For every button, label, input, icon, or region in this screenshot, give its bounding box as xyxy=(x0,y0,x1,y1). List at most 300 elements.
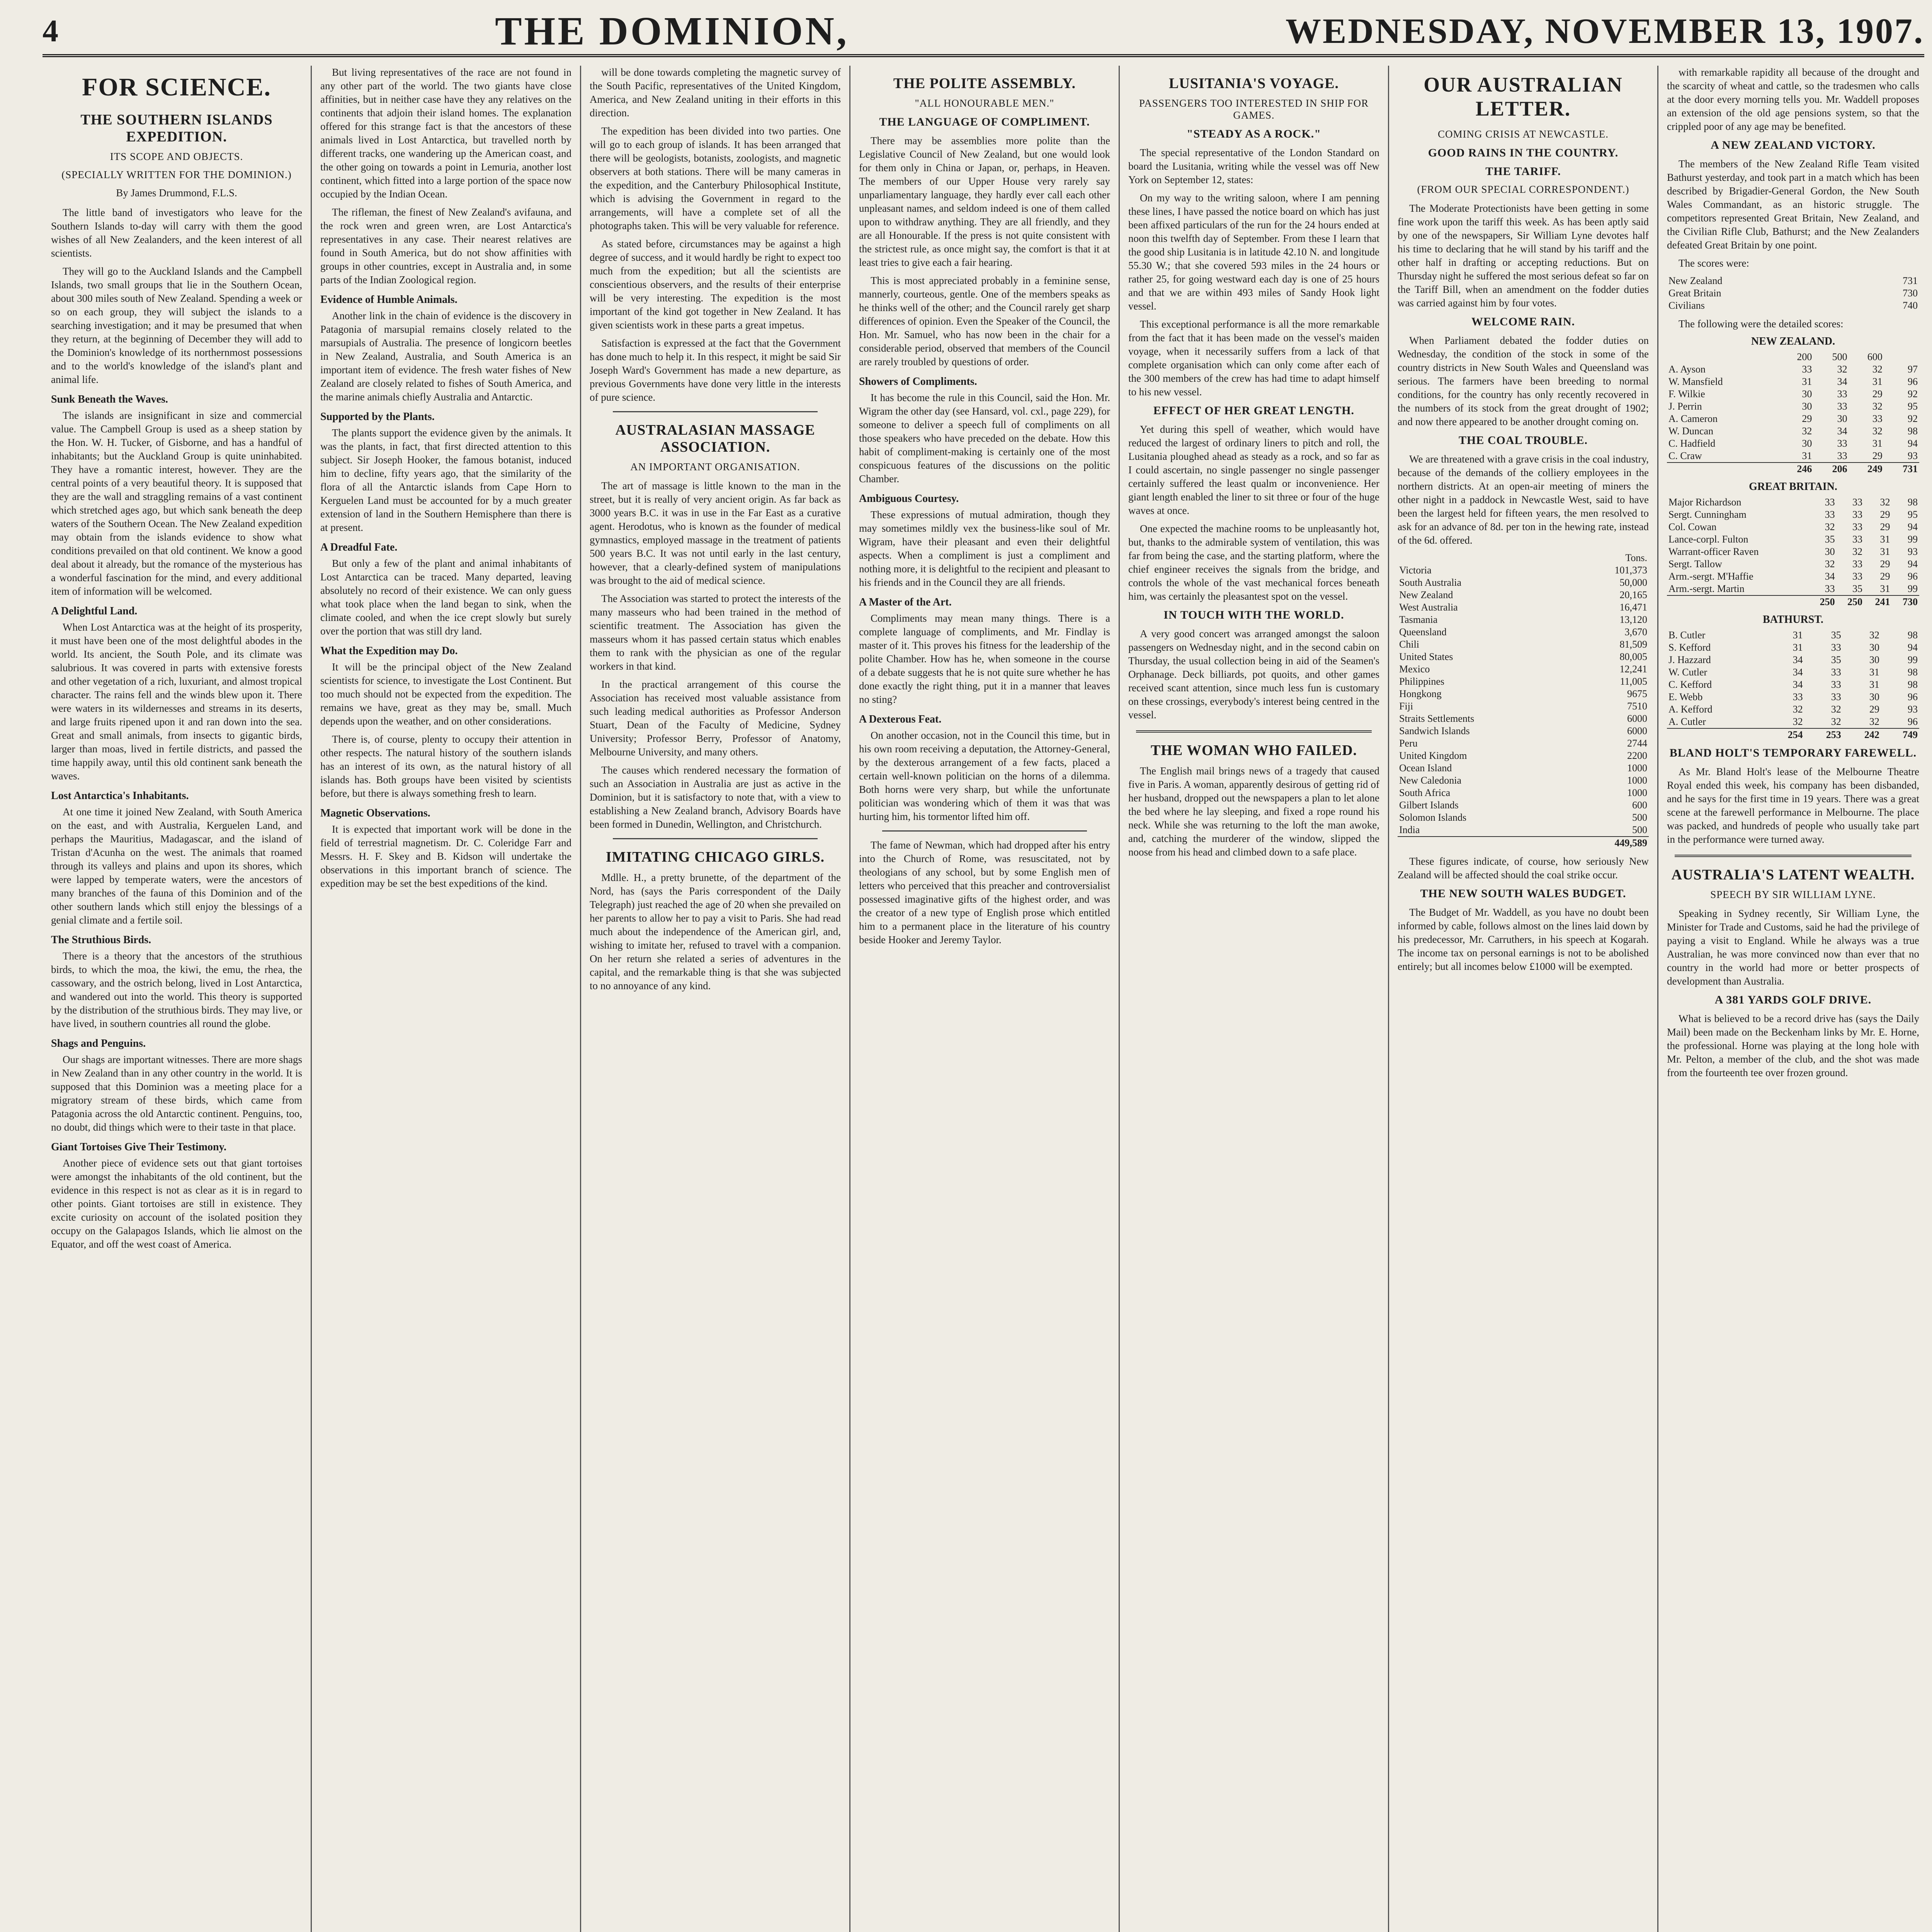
table-row xyxy=(1398,824,1649,837)
science-special-note: (SPECIALLY WRITTEN FOR THE DOMINION.) xyxy=(61,169,292,180)
table-cell: India xyxy=(1399,824,1420,835)
table-cell: J. Perrin xyxy=(1668,401,1702,412)
table-row xyxy=(1398,700,1649,713)
section-heading: A Master of the Art. xyxy=(859,596,952,608)
table-cell xyxy=(1884,351,1919,363)
table-cell: Tasmania xyxy=(1399,614,1438,625)
table-cell: 95 xyxy=(1908,509,1918,520)
section-heading: Shags and Penguins. xyxy=(51,1037,146,1049)
section-heading: EFFECT OF HER GREAT LENGTH. xyxy=(1153,404,1355,417)
article-paragraph: A very good concert was arranged amongst the saloon passengers on Wednesday night, and in the second cabin on Thursday, the usual collection being in aid of the Seamen's Orphanage. Deck billiards, pot quoits, and other games received scant attention, since much less fun is customary on these crossings, everybody's interest being centred in the vessel. xyxy=(1128,628,1379,721)
article-paragraph: The Moderate Protectionists have been getting in some fine work upon the tariff this week. As has been aptly said by one of the newspapers, Sir William Lyne devotes half his time to declaring that he will stand by his tariff and the other half in drafting or accepting reductions. But on Thursday night he suffered the most serious defeat so far on the Tariff Bill, when an amendment on the fodder duties was carried against him by four votes. xyxy=(1398,202,1649,309)
column-3 xyxy=(581,66,850,1932)
table-cell: Ocean Island xyxy=(1399,762,1452,774)
table-cell: 30 xyxy=(1837,413,1847,424)
table-cell: 3,670 xyxy=(1624,626,1647,638)
section-heading: A 381 YARDS GOLF DRIVE. xyxy=(1714,993,1872,1006)
table-cell: West Australia xyxy=(1399,602,1458,613)
table-cell: 7510 xyxy=(1627,701,1647,712)
wealth-deck: SPEECH BY SIR WILLIAM LYNE. xyxy=(1710,889,1876,900)
table-cell: 32 xyxy=(1831,716,1841,727)
table-cell: 32 xyxy=(1872,364,1883,375)
table-cell: 253 xyxy=(1804,728,1843,741)
table-cell: 29 xyxy=(1880,571,1890,582)
table-cell: Col. Cowan xyxy=(1668,521,1717,532)
table-cell: 33 xyxy=(1831,667,1841,678)
table-row xyxy=(1398,651,1649,663)
table-cell: 33 xyxy=(1837,438,1847,449)
article-paragraph: This exceptional performance is all the more remarkable from the fact that it has been made on the vessel's maiden voyage, when it necessarily suffers from a lack of that complete organisation which can only come after each of the 300 members of the crew has had time to adapt himself to his new vessel. xyxy=(1128,318,1379,398)
table-cell: 30 xyxy=(1869,642,1879,653)
table-cell: 94 xyxy=(1908,558,1918,570)
wealth-headline: AUSTRALIA'S LATENT WEALTH. xyxy=(1671,867,1915,883)
table-cell: Major Richardson xyxy=(1668,497,1742,508)
table-column-header: Tons. xyxy=(1625,552,1647,563)
table-cell: 11,005 xyxy=(1620,676,1647,687)
table-row xyxy=(1667,641,1919,654)
table-cell: 31 xyxy=(1793,642,1803,653)
table-row xyxy=(1398,737,1649,750)
table-cell: 34 xyxy=(1825,571,1835,582)
table-row xyxy=(1398,589,1649,601)
table-row xyxy=(1667,376,1919,388)
table-cell: 32 xyxy=(1880,497,1890,508)
science-byline: By James Drummond, F.L.S. xyxy=(116,187,237,199)
column-2 xyxy=(312,66,581,1932)
table-cell: 29 xyxy=(1880,558,1890,570)
table-cell: Peru xyxy=(1399,738,1418,749)
table-cell: 32 xyxy=(1869,716,1879,727)
table-cell: 6000 xyxy=(1627,713,1647,724)
table-cell: 35 xyxy=(1831,654,1841,665)
section-heading: Giant Tortoises Give Their Testimony. xyxy=(51,1141,227,1153)
divider xyxy=(613,838,818,839)
table-cell: 6000 xyxy=(1627,725,1647,736)
table-cell: 29 xyxy=(1802,413,1812,424)
table-cell: Victoria xyxy=(1399,565,1432,576)
article-paragraph: There is, of course, plenty to occupy their attention in other respects. The natural history of the southern islands has an interest of its own, as the natural history of all islands has. Both groups have been visited by scientists before, but there is always something fresh to learn. xyxy=(320,733,571,799)
table-cell: 32 xyxy=(1852,546,1863,557)
table-cell: 1000 xyxy=(1627,787,1647,798)
table-cell: 31 xyxy=(1802,450,1812,461)
table-cell: Chili xyxy=(1399,639,1420,650)
lusitania-headline: LUSITANIA'S VOYAGE. xyxy=(1169,75,1339,92)
table-row xyxy=(1667,570,1919,583)
article-paragraph: The English mail brings news of a tragedy that caused five in Paris. A woman, apparently desirous of getting rid of her husband, dropped out the newspapers a plan to let alone the bed where he lay sleeping, and fixed a rope round his neck. While she was returning to the loft the man awoke, and, catching the murderer of the window, slipped the noose from his head and climbed down to a safe place. xyxy=(1128,765,1379,858)
table-cell: 33 xyxy=(1825,583,1835,594)
table-cell: Warrant-officer Raven xyxy=(1668,546,1759,557)
table-cell: 33 xyxy=(1852,534,1863,545)
table-cell: New Caledonia xyxy=(1399,775,1462,786)
section-heading: What the Expedition may Do. xyxy=(320,645,458,657)
divider xyxy=(1136,730,1372,733)
article-paragraph: with remarkable rapidity all because of the drought and the scarcity of wheat and cattle, so the tradesmen who calls at the door every morning tells you. Mr. Waddell proposes an extension of the old age pensions system, so that the crippled poor of any age may be benefited. xyxy=(1667,66,1919,132)
table-cell: B. Cutler xyxy=(1668,629,1706,641)
article-paragraph: When Parliament debated the fodder duties on Wednesday, the condition of the stock in some of the country districts in New South Wales and Queensland was serious. The farmers have been breeding to normal conditions, for the country has only recently recovered in the numbers of its stock from the great drought of 1902; and now there appeared to be another drought coming on. xyxy=(1398,335,1649,427)
section-heading: Lost Antarctica's Inhabitants. xyxy=(51,790,189,802)
table-cell: A. Cameron xyxy=(1668,413,1718,424)
table-cell: 449,589 xyxy=(1570,837,1649,849)
table-row xyxy=(1667,425,1919,437)
article-paragraph: But living representatives of the race are not found in any other part of the world. The two giants have close affinities, but in neither case have they any relatives on the continents that adjoin their island homes. The explanation offered for this strange fact is that the ancestors of these animals lived in Lost Antarctica, but travelled north by different tracks, one wandering up the American coast, and the other going on towards a point in Lemuria, another lost continent, which fitted into a large portion of the space now occupied by the Indian Ocean. xyxy=(320,66,571,200)
table-cell: Fiji xyxy=(1399,701,1413,712)
issue-date: WEDNESDAY, NOVEMBER 13, 1907. xyxy=(1285,11,1924,51)
table-row xyxy=(1398,774,1649,787)
table-total-row xyxy=(1398,837,1649,849)
table-cell: 32 xyxy=(1793,704,1803,715)
table-row xyxy=(1398,799,1649,811)
article-paragraph: But only a few of the plant and animal inhabitants of Lost Antarctica can be traced. Many departed, leaving absolutely no record of their existence. We can only guess what took place when the land began to sink, when the climate cooled, and when the ice crept slowly but surely over the portion that was still dry land. xyxy=(320,558,571,637)
section-heading: The Struthious Birds. xyxy=(51,934,151,946)
table-row xyxy=(1667,437,1919,450)
table-cell: 31 xyxy=(1802,376,1812,387)
table-cell: 33 xyxy=(1837,401,1847,412)
table-cell: 35 xyxy=(1825,534,1835,545)
table-cell: United Kingdom xyxy=(1399,750,1467,761)
table-cell: 33 xyxy=(1852,558,1863,570)
section-heading: IN TOUCH WITH THE WORLD. xyxy=(1163,609,1344,621)
lusitania-deck: PASSENGERS TOO INTERESTED IN SHIP FOR GAMES. xyxy=(1139,97,1369,121)
table-cell: 749 xyxy=(1881,728,1919,741)
table-cell: 33 xyxy=(1831,679,1841,690)
australian-special-note: (FROM OUR SPECIAL CORRESPONDENT.) xyxy=(1417,184,1629,195)
table-cell: A. Ayson xyxy=(1668,364,1706,375)
table-cell: 34 xyxy=(1793,654,1803,665)
table-cell: 99 xyxy=(1908,654,1918,665)
article-paragraph: In the practical arrangement of this course the Association has received most valuable assistance from such leading medical authorities as Professor Anderson Stuart, Dean of the Faculty of Medicine, Sydney University; Professor Berry, Professor of Anatomy, Melbourne University, and many others. xyxy=(590,679,841,758)
table-cell: 96 xyxy=(1908,716,1918,727)
table-cell: E. Webb xyxy=(1668,691,1703,702)
article-paragraph: What is believed to be a record drive has (says the Daily Mail) been made on the Beckenham links by Mr. E. Horne, the professional. Horne was playing at the long hole with Mr. Pelton, a member of the club, and the shot was made from the fourteenth tee over frozen ground. xyxy=(1667,1013,1919,1078)
table-cell: 9675 xyxy=(1627,688,1647,699)
article-paragraph: Satisfaction is expressed at the fact that the Government has done much to help it. In this respect, it might be said Sir Joseph Ward's Government has made a new departure, as previous Governments have done very little in the interests of pure science. xyxy=(590,337,841,403)
table-row xyxy=(1667,388,1919,400)
table-cell: 731 xyxy=(1884,463,1919,475)
article-paragraph: At one time it joined New Zealand, with South America on the east, and with Australia, Kerguelen Land, and perhaps the Mauritius, Madagascar, and the island of Tristan d'Acunha on the west. The animals that roamed through its valleys and plains and upon its shores, which were lapped by temperate waters, were the ancestors of many branches of the fauna of this Dominion and of the other southern lands which still enjoy the blessings of a genial climate and a fertile soil. xyxy=(51,806,302,926)
table-row xyxy=(1667,654,1919,666)
table-cell: 20,165 xyxy=(1619,589,1647,600)
article-paragraph: We are threatened with a grave crisis in the coal industry, because of the demands of the colliery employees in the northern districts. At an open-air meeting of miners the other night in a paddock in Newcastle West, said to have been the largest held for fifteen years, the men resolved to ask for an advance of 8d. per ton in the hewing rate, instead of the 6d. offered. xyxy=(1398,453,1649,546)
table-cell: 249 xyxy=(1849,463,1884,475)
table-cell: 98 xyxy=(1908,667,1918,678)
table-cell: 31 xyxy=(1872,438,1883,449)
table-cell: 94 xyxy=(1908,438,1918,449)
table-cell: 29 xyxy=(1872,450,1883,461)
table-cell: 96 xyxy=(1908,571,1918,582)
table-row xyxy=(1667,287,1919,299)
newspaper-name: THE DOMINION, xyxy=(495,9,849,53)
table-cell: 250 xyxy=(1837,595,1864,608)
polite-subhead: THE LANGUAGE OF COMPLIMENT. xyxy=(879,116,1090,128)
table-cell: 31 xyxy=(1869,679,1879,690)
table-row xyxy=(1667,691,1919,703)
massage-deck: AN IMPORTANT ORGANISATION. xyxy=(630,461,800,473)
table-cell: Lance-corpl. Fulton xyxy=(1668,534,1748,545)
table-cell: 34 xyxy=(1837,376,1847,387)
table-row xyxy=(1398,713,1649,725)
table-cell: 1000 xyxy=(1627,762,1647,774)
table-cell: 242 xyxy=(1843,728,1881,741)
table-cell: 34 xyxy=(1793,679,1803,690)
table-column-header: 200 xyxy=(1797,351,1812,362)
table-cell: 254 xyxy=(1766,728,1804,741)
table-row xyxy=(1667,509,1919,521)
science-deck: ITS SCOPE AND OBJECTS. xyxy=(110,151,243,162)
table-row xyxy=(1667,583,1919,595)
table-cell: Straits Settlements xyxy=(1399,713,1475,724)
table-cell: 33 xyxy=(1852,497,1863,508)
table-cell: 101,373 xyxy=(1614,565,1647,576)
table-cell: 29 xyxy=(1869,704,1879,715)
table-row xyxy=(1667,275,1919,287)
table-cell: 81,509 xyxy=(1619,639,1647,650)
table-cell: 2744 xyxy=(1627,738,1647,749)
table-cell: 32 xyxy=(1837,364,1847,375)
article-paragraph: These figures indicate, of course, how seriously New Zealand will be affected should the coal strike occur. xyxy=(1398,855,1649,881)
table-row xyxy=(1398,601,1649,614)
table-cell: New Zealand xyxy=(1399,589,1453,600)
table-cell: 33 xyxy=(1802,364,1812,375)
table-cell: 31 xyxy=(1880,546,1890,557)
article-paragraph: They will go to the Auckland Islands and the Campbell Islands, two small groups that lie in the Southern Ocean, about 300 miles south of New Zealand. Spending a week or so on each group, they will subject the islands to a searching investigation; and it may be presumed that when they return, at the beginning of December they will add to the Dominion's knowledge of its northernmost possessions and to the world's knowledge of the island's plant and animal life. xyxy=(51,265,302,385)
column-7 xyxy=(1658,66,1928,1932)
table-cell: C. Kefford xyxy=(1668,679,1712,690)
scores-label: The scores were: xyxy=(1679,257,1749,269)
table-cell: 98 xyxy=(1908,679,1918,690)
table-cell: 731 xyxy=(1903,275,1918,286)
table-total-row xyxy=(1667,728,1919,741)
table-cell: South Africa xyxy=(1399,787,1451,798)
table-cell: A. Kefford xyxy=(1668,704,1713,715)
table-cell: Arm.-sergt. M'Haffie xyxy=(1668,571,1753,582)
table-row xyxy=(1667,496,1919,509)
science-headline: THE SOUTHERN ISLANDS EXPEDITION. xyxy=(80,112,273,145)
table-row xyxy=(1667,679,1919,691)
table-cell: Civilians xyxy=(1668,300,1705,311)
section-heading: Evidence of Humble Animals. xyxy=(320,294,457,306)
table-cell: 94 xyxy=(1908,521,1918,532)
table-cell: 98 xyxy=(1908,497,1918,508)
detail-label: The following were the detailed scores: xyxy=(1679,318,1844,330)
table-cell: 30 xyxy=(1802,401,1812,412)
team-heading: GREAT BRITAIN. xyxy=(1749,481,1837,493)
table-cell: 97 xyxy=(1908,364,1918,375)
divider xyxy=(882,830,1087,832)
table-row xyxy=(1398,577,1649,589)
table-cell: 33 xyxy=(1793,691,1803,702)
table-cell xyxy=(1667,595,1809,608)
table-cell: Sergt. Tallow xyxy=(1668,558,1722,570)
table-cell: 33 xyxy=(1831,642,1841,653)
article-paragraph: On my way to the writing saloon, where I am penning these lines, I have passed the notice board on which has just been affixed particulars of the run for the 24 hours ended at noon this twelfth day of September. From these I learn that the good ship Lusitania is in latitude 42.10 N. and longitude 55.30 W.; that she covered 593 miles in the 24 hours or rather 25, for going westward each day is one of 25 hours and that we are within 493 miles of Sandy Hook light vessel. xyxy=(1128,192,1379,312)
polite-headline: THE POLITE ASSEMBLY. xyxy=(893,75,1076,92)
table-row xyxy=(1667,629,1919,641)
section-heading: WELCOME RAIN. xyxy=(1471,315,1575,328)
column-4 xyxy=(850,66,1120,1932)
table-cell: Philippines xyxy=(1399,676,1445,687)
section-heading: Supported by the Plants. xyxy=(320,411,435,423)
table-cell: 500 xyxy=(1632,812,1647,823)
table-row xyxy=(1667,716,1919,728)
table-row xyxy=(1667,450,1919,463)
page-number: 4 xyxy=(43,13,58,48)
article-paragraph: Mdlle. H., a pretty brunette, of the department of the Nord, has (says the Paris correspondent of the Daily Telegraph) just reached the age of 20 when she prevailed on her parents to allow her to pay a visit to Paris. She had read much about the independence of the American girl, and, wishing to imitate her, refused to travel with a companion. On her return she related a series of adventures in the capital, and the remarkable thing is that she was subjected to no annoyance of any kind. xyxy=(590,872,841,992)
table-cell: 33 xyxy=(1825,497,1835,508)
table-cell: 33 xyxy=(1872,413,1883,424)
article-paragraph: The little band of investigators who leave for the Southern Islands to-day will carry with them the good wishes of all New Zealanders, and the keen interest of all scientists. xyxy=(51,207,302,259)
article-paragraph: The plants support the evidence given by the animals. It was the plants, in fact, that first directed attention to this subject. Sir Joseph Hooker, the famous botanist, induced him to decline, fifty years ago, that the similarity of the flora of all the Antarctic islands from Cape Horn to Kerguelen Land must be accounted for by a much greater extension of land in the Southern Hemisphere than there is at present. xyxy=(320,427,571,533)
table-row xyxy=(1667,363,1919,376)
table-cell: 50,000 xyxy=(1619,577,1647,588)
table-cell: 95 xyxy=(1908,401,1918,412)
section-heading: THE NEW SOUTH WALES BUDGET. xyxy=(1420,887,1626,900)
table-cell: 30 xyxy=(1869,691,1879,702)
article-paragraph: Compliments may mean many things. There is a complete language of compliments, and Mr. Findlay is master of it. This proves his fitness for the leadership of the polite Chamber. How has he, when someone in the course of a debate suggests that he is not quite sure whether he has done exactly the right thing, put it in a manner that leaves no sting? xyxy=(859,612,1110,705)
table-row xyxy=(1667,666,1919,679)
article-paragraph: This is most appreciated probably in a feminine sense, mannerly, courteous, gentle. One of the members speaks as he thinks well of the other; and the Council rarely get sharp differences of opinion. Even the Speaker of the Council, the Hon. Mr. Samuel, who has now been in the chair for a considerable period, observed that members of the Council are rarely troubled by questions of order. xyxy=(859,275,1110,367)
table-cell: 32 xyxy=(1825,558,1835,570)
table-cell: W. Cutler xyxy=(1668,667,1708,678)
masthead xyxy=(43,8,1924,57)
table-cell: 206 xyxy=(1813,463,1849,475)
section-heading: THE COAL TROUBLE. xyxy=(1458,434,1588,447)
table-cell: 33 xyxy=(1852,509,1863,520)
article-paragraph: The Association was started to protect the interests of the many masseurs who had been trained in the method of scientific treatment. The Association has given the masseurs whom it has passed certain status which enables them to rank with the physician as one of the regular workers in that kind. xyxy=(590,593,841,672)
table-cell: Great Britain xyxy=(1668,287,1721,299)
tariff-subhead: THE TARIFF. xyxy=(1485,165,1561,178)
table-cell: 31 xyxy=(1880,583,1890,594)
table-row xyxy=(1398,626,1649,638)
table-row xyxy=(1398,688,1649,700)
table-cell: 740 xyxy=(1903,300,1918,311)
table-cell: 31 xyxy=(1869,667,1879,678)
table-cell: Gilbert Islands xyxy=(1399,799,1459,811)
table-cell: 93 xyxy=(1908,450,1918,461)
article-paragraph: When Lost Antarctica was at the height of its prosperity, it must have been one of the most delightful abodes in the world. Its ancient, the South Pole, and its climate was salubrious. It was covered in parts with extensive forests and other vegetation of a rich, luxuriant, and almost tropical character. The rains fell and the winds blew upon it. There were waters in its wildernesses and streams in its deserts, and large fruits ripened upon it and ran down into the sea. Great and small animals, from insects to gigantic birds, larger than moas, lived in fertile districts, and passed the time happily away, until this old continent sank beneath the waves. xyxy=(51,621,302,782)
table-cell: 16,471 xyxy=(1619,602,1647,613)
table-cell: 241 xyxy=(1864,595,1891,608)
article-paragraph: Another link in the chain of evidence is the discovery in Patagonia of marsupial remains closely related to the marsupials of Australia. The presence of longicorn beetles in New Zealand, Australia, and South America is an important item of evidence. The fresh water fishes of New Zealand are closely related to fishes of South America, and the marine animals chiefly Australia and Antarctic. xyxy=(320,310,571,403)
science-title: FOR SCIENCE. xyxy=(82,73,271,101)
table-cell xyxy=(1667,728,1766,741)
table-cell: 31 xyxy=(1793,629,1803,641)
table-cell: C. Craw xyxy=(1668,450,1702,461)
table-cell xyxy=(1667,463,1778,475)
table-cell: 2200 xyxy=(1627,750,1647,761)
section-heading: BLAND HOLT'S TEMPORARY FAREWELL. xyxy=(1669,747,1917,759)
table-cell: 32 xyxy=(1869,629,1879,641)
section-heading: Showers of Compliments. xyxy=(859,376,977,388)
table-cell: 33 xyxy=(1852,571,1863,582)
table-cell: 80,005 xyxy=(1619,651,1647,662)
article-paragraph: will be done towards completing the magnetic survey of the South Pacific, representatives of the United Kingdom, America, and New Zealand uniting in their efforts in this direction. xyxy=(590,66,841,119)
table-cell: Solomon Islands xyxy=(1399,812,1467,823)
section-heading: Magnetic Observations. xyxy=(320,807,430,819)
table-cell: S. Kefford xyxy=(1668,642,1711,653)
section-heading: Ambiguous Courtesy. xyxy=(859,493,959,505)
table-cell: 92 xyxy=(1908,413,1918,424)
article-paragraph: Yet during this spell of weather, which would have reduced the largest of ordinary liners to pitch and roll, the Lusitania ploughed ahead as steady as a rock, and so far as I could ascertain, no single passenger no single passenger certainly suffered the least qualm or inconvenience. Her giant length enabled the liner to sit three or four of the huge waves at once. xyxy=(1128,423,1379,516)
article-paragraph: Another piece of evidence sets out that giant tortoises were amongst the inhabitants of the old continent, but the evidence in this respect is not as clear as it is in regard to other points. Giant tortoises are still in existence. They excite curiosity on account of the isolated position they occupy on the Galapagos Islands, which lie almost on the Equator, and off the west coast of America. xyxy=(51,1157,302,1250)
column-6 xyxy=(1389,66,1658,1932)
table-cell: Sergt. Cunningham xyxy=(1668,509,1747,520)
table-row xyxy=(1398,725,1649,737)
table-cell: 30 xyxy=(1802,438,1812,449)
table-cell: Queensland xyxy=(1399,626,1447,638)
team-heading: NEW ZEALAND. xyxy=(1751,335,1835,347)
table-cell: 31 xyxy=(1880,534,1890,545)
table-row xyxy=(1398,564,1649,577)
gb-scores-table xyxy=(1667,496,1919,608)
australian-deck: COMING CRISIS AT NEWCASTLE. xyxy=(1437,128,1609,140)
table-cell: United States xyxy=(1399,651,1453,662)
article-paragraph: The causes which rendered necessary the formation of such an Association in Australia are just as active in the Dominion, but it is satisfactory to note that, with a view to establishing a New Zealand branch, Advisory Boards have been formed in Dunedin, Wellington, and Christchurch. xyxy=(590,764,841,830)
table-cell: 98 xyxy=(1908,629,1918,641)
table-cell: 600 xyxy=(1632,799,1647,811)
article-paragraph: On another occasion, not in the Council this time, but in his own room receiving a deputation, the Attorney-General, by the dexterous arrangement of a few facts, placed a certain well-known politician on the horns of a dilemma. Both horns were very sharp, but while the unfortunate politician was wondering which of them it was that was hurting him, his tormentor lifted him off. xyxy=(859,730,1110,822)
table-cell: 93 xyxy=(1908,704,1918,715)
table-cell: 29 xyxy=(1880,521,1890,532)
divider xyxy=(1675,855,1912,857)
table-cell: Arm.-sergt. Martin xyxy=(1668,583,1745,594)
table-cell: F. Wilkie xyxy=(1668,388,1705,400)
article-paragraph: As stated before, circumstances may be against a high degree of success, and it would hardly be right to expect too much from the expedition; but all the scientists are conscientious observers, and the results of their enterprise will be very interesting. The expedition is the most important of the kind got together in New Zealand. It has given scientists work in these parts a great impetus. xyxy=(590,238,841,331)
table-cell: New Zealand xyxy=(1668,275,1723,286)
table-cell: 30 xyxy=(1825,546,1835,557)
massage-headline: AUSTRALASIAN MASSAGE ASSOCIATION. xyxy=(615,422,815,455)
table-cell: 98 xyxy=(1908,425,1918,437)
table-cell: 93 xyxy=(1908,546,1918,557)
lusitania-subhead: "STEADY AS A ROCK." xyxy=(1187,128,1321,140)
table-cell: 34 xyxy=(1837,425,1847,437)
table-column-header: 600 xyxy=(1867,351,1883,362)
table-cell: 31 xyxy=(1872,376,1883,387)
article-paragraph: Speaking in Sydney recently, Sir William Lyne, the Minister for Trade and Customs, said he had the privilege of paying a visit to England. While he always was a true Australian, he was more convinced now than ever that no country in the world had more or better prospects of development than Australia. xyxy=(1667,908,1919,987)
table-cell: 33 xyxy=(1825,509,1835,520)
table-cell: 730 xyxy=(1903,287,1918,299)
table-row xyxy=(1398,762,1649,774)
table-cell: 33 xyxy=(1852,521,1863,532)
table-cell: Sandwich Islands xyxy=(1399,725,1470,736)
team-heading: BATHURST. xyxy=(1763,614,1823,626)
australian-subhead: GOOD RAINS IN THE COUNTRY. xyxy=(1428,146,1619,159)
table-total-row xyxy=(1667,463,1919,475)
table-cell: 99 xyxy=(1908,534,1918,545)
table-cell: 35 xyxy=(1852,583,1863,594)
article-paragraph: The islands are insignificant in size and commercial value. The Campbell Group is used as a sheep station by the Hon. W. H. Tucker, of Gisborne, and has a handful of inhabitants; but the Auckland Group is quite uninhabited. They have a romantic interest, however. They are the central points of a very beautiful theory. It is supposed that they are the wall and straggling remains of a vast continent which stretched ages ago, but which sank beneath the deep waters of the Southern Ocean. The New Zealand expedition may obtain from the islands evidence to show what conditions prevailed on that old continent. We know a good deal about it already, but the romance of the mysterious has a wonderful fascination for the mind, and every additional item of information will be welcomed. xyxy=(51,410,302,597)
chicago-headline: IMITATING CHICAGO GIRLS. xyxy=(605,849,825,865)
table-row xyxy=(1398,811,1649,824)
table-cell: 730 xyxy=(1892,595,1920,608)
bathurst-scores-table xyxy=(1667,629,1919,741)
article-paragraph: The expedition has been divided into two parties. One will go to each group of islands. It has been arranged that there will be geologists, botanists, zoologists, and magnetic observers at both stations. There will be many cameras in the expedition, and the Canterbury Philosophical Institute, which is advising the Government in regard to the arrangements, will have a complete set of all the photographs taken. This will be very valuable for reference. xyxy=(590,125,841,231)
article-paragraph: The rifleman, the finest of New Zealand's avifauna, and the rock wren and green wren, are Lost Antarctica's representatives in any case. Their nearest relatives are found in South America, but do not show affinities with groups in other countries, except in Australia and, in some parts of the Indian Zoological region. xyxy=(320,206,571,286)
article-paragraph: These expressions of mutual admiration, though they may sometimes mildly vex the business-like soul of Mr. Wigram, have their pleasant and even their delightful aspects. When a compliment is just a compliment and nothing more, it is delightful to the recipient and pleasant to his friends and in the Council they are all friends. xyxy=(859,509,1110,588)
table-row xyxy=(1667,546,1919,558)
table-cell: 33 xyxy=(1837,450,1847,461)
table-cell: 35 xyxy=(1831,629,1841,641)
table-row xyxy=(1398,663,1649,675)
article-paragraph: It will be the principal object of the New Zealand scientists for science, to investigate the Lost Continent. But too much should not be expected from the expedition. The remains we have, great as they may be, small. Much depends upon the weather, and on other considerations. xyxy=(320,661,571,727)
section-heading: A Dreadful Fate. xyxy=(320,541,398,553)
table-cell: 32 xyxy=(1872,401,1883,412)
table-row xyxy=(1667,400,1919,413)
table-cell: 92 xyxy=(1908,388,1918,400)
table-cell: W. Mansfield xyxy=(1668,376,1723,387)
table-cell: J. Hazzard xyxy=(1668,654,1711,665)
article-paragraph: As Mr. Bland Holt's lease of the Melbourne Theatre Royal ended this week, his company has been disbanded, and he says for the first time in 19 years. There was a great scene at the farewell performance in Melbourne. The place was packed, and hundreds of people who usually take part in the performance were turned away. xyxy=(1667,766,1919,845)
table-cell: W. Duncan xyxy=(1668,425,1714,437)
